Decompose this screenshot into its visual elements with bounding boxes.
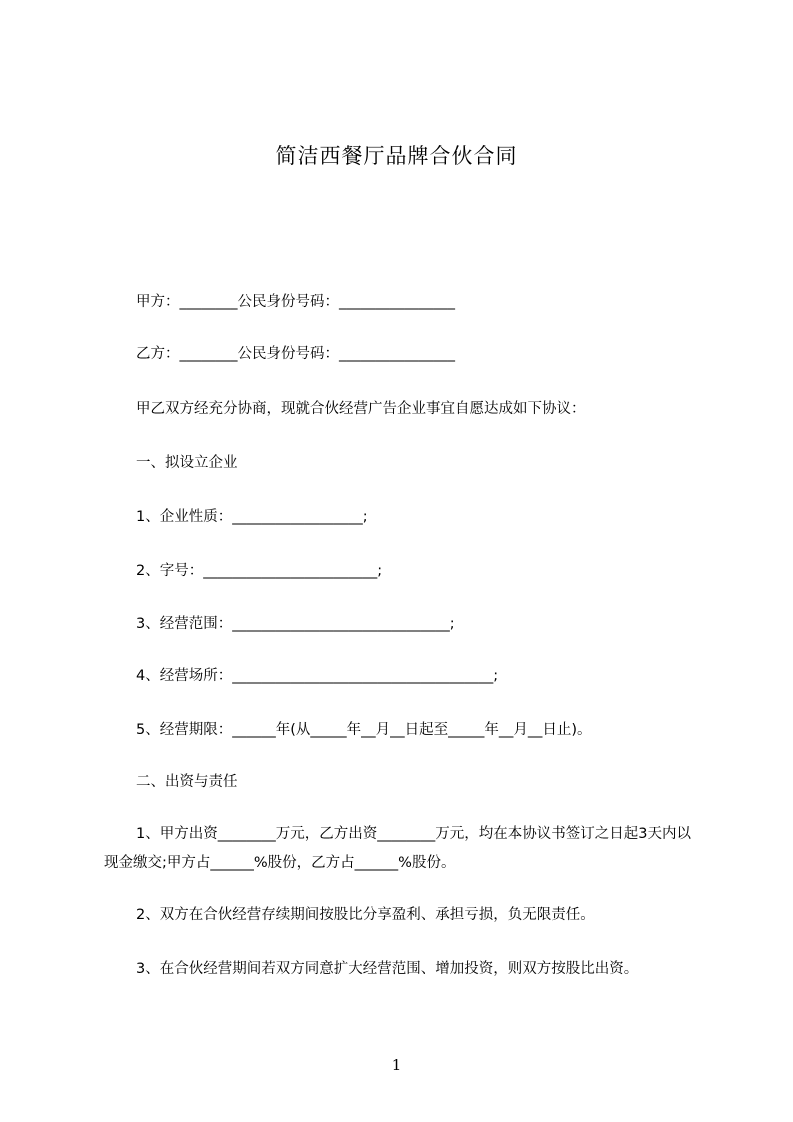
- section-heading-establishment: 一、拟设立企业: [136, 455, 238, 471]
- party-b-line: 乙方：________公民身份号码：________________: [136, 346, 455, 362]
- page-number: 1: [391, 1056, 402, 1074]
- clause-profit-sharing: 2、双方在合伙经营存续期间按股比分享盈利、承担亏损，负无限责任。: [136, 907, 595, 923]
- document-title: 简洁西餐厅品牌合伙合同: [275, 144, 518, 168]
- clause-capital-contribution: 1、甲方出资________万元，乙方出资________万元，均在本协议书签订之日起3天内以现金缴交;甲方占______%股份，乙方占______%股份。: [104, 826, 691, 871]
- clause-trade-name: 2、字号：________________________;: [136, 563, 383, 579]
- clause-operation-period: 5、经营期限：______年(从_____年__月__日起至_____年__月__日止)。: [136, 722, 592, 738]
- section-heading-investment: 二、出资与责任: [136, 774, 238, 790]
- clause-additional-investment: 3、在合伙经营期间若双方同意扩大经营范围、增加投资，则双方按股比出资。: [136, 961, 639, 977]
- clause-business-premises: 4、经营场所：____________________________________;: [136, 668, 499, 684]
- preamble: 甲乙双方经充分协商，现就合伙经营广告企业事宜自愿达成如下协议：: [136, 401, 586, 417]
- clause-business-scope: 3、经营范围：______________________________;: [136, 616, 455, 632]
- clause-enterprise-nature: 1、企业性质：__________________;: [136, 509, 368, 525]
- party-a-line: 甲方：________公民身份号码：________________: [136, 294, 455, 310]
